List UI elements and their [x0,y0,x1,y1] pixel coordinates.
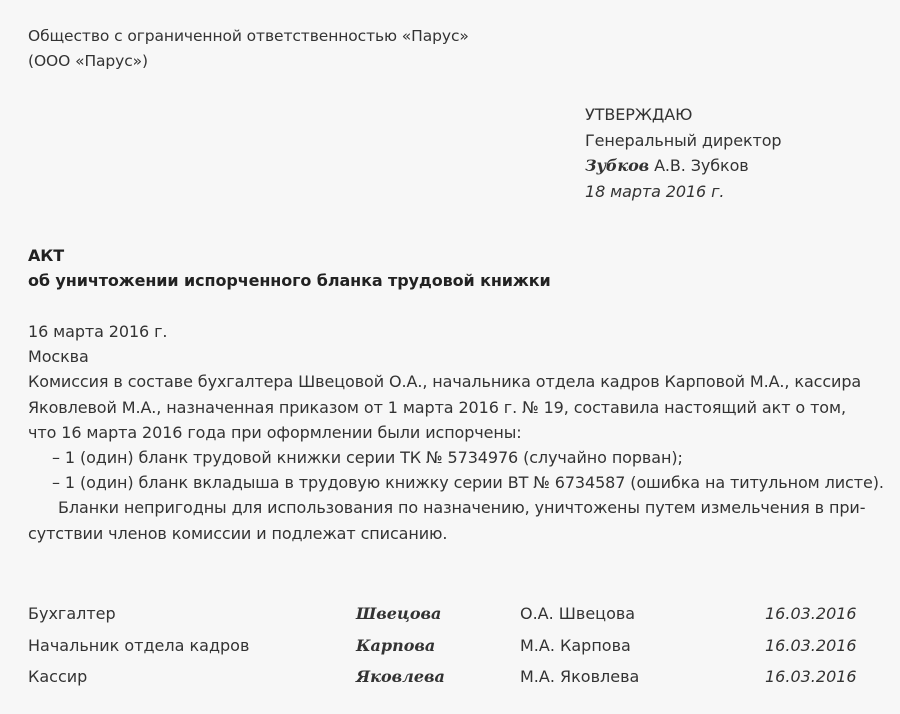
approval-position: Генеральный директор [585,131,782,150]
approval-signature-line [585,155,749,177]
signatory-name: М.А. Яковлева [520,667,640,686]
signatory-date: 16.03.2016 [765,667,857,686]
act-body-list-item: – 1 (один) бланк трудовой книжки серии ТК № 5734976 (случайно порван); [52,448,683,467]
approval-date: 18 марта 2016 г. [585,182,725,201]
act-city: Москва [28,347,89,366]
act-body-line: сутствии членов комиссии и подлежат списанию. [28,524,448,543]
signatory-signature: Швецова [356,604,442,623]
organization-full-name: Общество с ограниченной ответственностью «Парус» [28,27,469,45]
act-body-line: Комиссия в составе бухгалтера Швецовой О.А., начальника отдела кадров Карповой М.А., кассира [28,372,862,391]
act-body-line: что 16 марта 2016 года при оформлении были испорчены: [28,423,522,442]
signatory-position: Бухгалтер [28,604,116,623]
approval-signature: Зубков [585,156,650,175]
signatory-row [0,632,900,660]
signatory-position: Кассир [28,667,88,686]
signatory-signature: Яковлева [356,667,445,686]
signatory-name: М.А. Карпова [520,636,631,655]
signatory-date: 16.03.2016 [765,604,857,623]
signatory-row [0,600,900,628]
signatory-position: Начальник отдела кадров [28,636,250,655]
signatory-signature: Карпова [356,636,436,655]
act-subtitle: об уничтожении испорченного бланка трудовой книжки [28,271,551,290]
signatory-date: 16.03.2016 [765,636,857,655]
act-body-line: Яковлевой М.А., назначенная приказом от 1 марта 2016 г. № 19, составила настоящий акт о том, [28,398,846,417]
signatory-row [0,663,900,691]
act-title: АКТ [28,246,65,265]
act-body-line: Бланки непригодны для использования по назначению, уничтожены путем измельчения в при- [58,498,866,517]
act-body-list-item: – 1 (один) бланк вкладыша в трудовую книжку серии ВТ № 6734587 (ошибка на титульном листе). [52,473,884,492]
organization-short-name: (ООО «Парус») [28,52,148,70]
approval-name: А.В. Зубков [654,156,749,175]
signatory-name: О.А. Швецова [520,604,636,623]
approval-heading: УТВЕРЖДАЮ [585,105,693,124]
act-date: 16 марта 2016 г. [28,322,168,341]
